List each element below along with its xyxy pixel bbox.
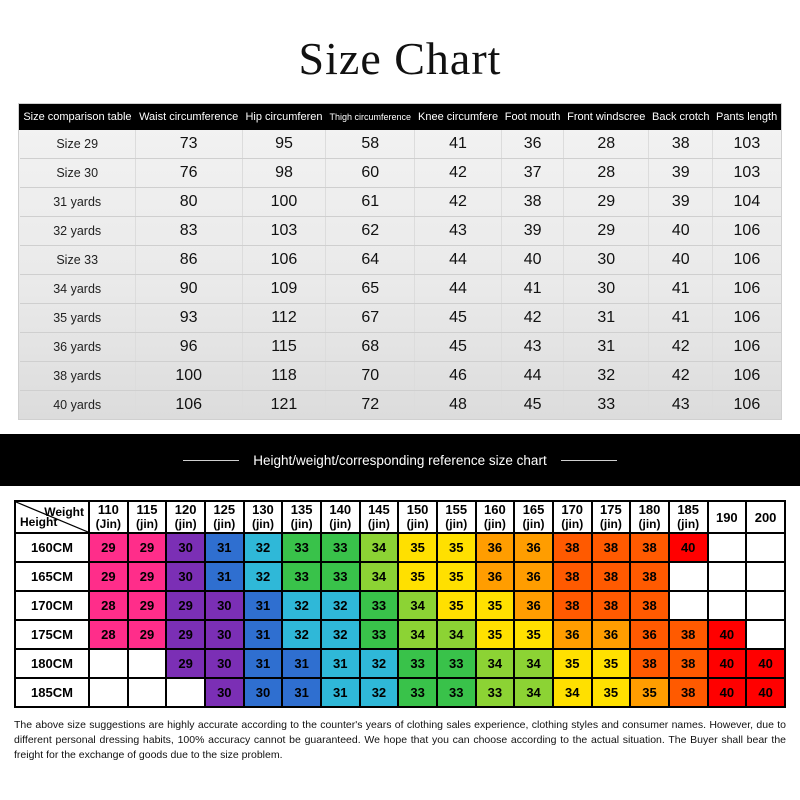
size-value-cell: 28 xyxy=(564,159,649,188)
size-cell xyxy=(669,562,708,591)
weight-unit: (jin) xyxy=(406,517,429,531)
size-cell: 29 xyxy=(128,620,167,649)
size-value-cell: 44 xyxy=(415,275,502,304)
size-cell: 35 xyxy=(398,533,437,562)
size-value-cell: 29 xyxy=(564,217,649,246)
size-table-header-cell: Hip circumferen xyxy=(242,105,326,130)
weight-unit: (jin) xyxy=(677,517,700,531)
weight-header-cell xyxy=(437,501,476,533)
size-cell: 31 xyxy=(321,678,360,707)
size-cell: 40 xyxy=(708,649,747,678)
size-value-cell: 103 xyxy=(242,217,326,246)
weight-value: 130 xyxy=(252,502,274,517)
height-label-cell: 185CM xyxy=(15,678,89,707)
size-cell xyxy=(746,620,785,649)
size-value-cell: 103 xyxy=(713,159,781,188)
grid-body xyxy=(15,533,785,707)
size-cell: 32 xyxy=(244,562,283,591)
size-cell: 35 xyxy=(437,591,476,620)
size-cell: 36 xyxy=(514,591,553,620)
height-label-cell: 170CM xyxy=(15,591,89,620)
size-cell: 31 xyxy=(282,649,321,678)
size-value-cell: 115 xyxy=(242,333,326,362)
size-cell: 30 xyxy=(166,562,205,591)
size-value-cell: 100 xyxy=(242,188,326,217)
table-row xyxy=(20,304,781,333)
weight-value: 160 xyxy=(484,502,506,517)
size-value-cell: 42 xyxy=(415,159,502,188)
weight-header-cell xyxy=(746,501,785,533)
size-cell xyxy=(166,678,205,707)
size-cell: 32 xyxy=(321,591,360,620)
table-row xyxy=(20,130,781,159)
table-row xyxy=(20,333,781,362)
size-cell: 29 xyxy=(166,620,205,649)
size-table-header-cell: Foot mouth xyxy=(502,105,564,130)
weight-header-cell xyxy=(630,501,669,533)
size-cell: 33 xyxy=(282,562,321,591)
size-value-cell: 106 xyxy=(242,246,326,275)
weight-unit: (jin) xyxy=(290,517,313,531)
size-cell: 34 xyxy=(514,678,553,707)
banner-text: Height/weight/corresponding reference size chart xyxy=(253,452,547,468)
size-label-cell: Size 33 xyxy=(20,246,136,275)
weight-value: 190 xyxy=(715,509,738,525)
size-value-cell: 31 xyxy=(564,333,649,362)
size-value-cell: 42 xyxy=(649,333,713,362)
size-table-header-cell: Thigh circumference xyxy=(326,105,415,130)
size-cell: 38 xyxy=(592,533,631,562)
size-cell: 33 xyxy=(360,620,399,649)
size-cell xyxy=(128,649,167,678)
size-cell: 34 xyxy=(398,591,437,620)
size-label-cell: Size 30 xyxy=(20,159,136,188)
weight-axis-label: Weight xyxy=(44,505,84,519)
size-value-cell: 40 xyxy=(649,217,713,246)
size-value-cell: 39 xyxy=(502,217,564,246)
size-cell: 38 xyxy=(553,533,592,562)
size-value-cell: 72 xyxy=(326,391,415,420)
size-cell: 33 xyxy=(437,649,476,678)
weight-value: 175 xyxy=(600,502,622,517)
size-cell xyxy=(708,533,747,562)
size-cell: 36 xyxy=(553,620,592,649)
height-axis-label: Height xyxy=(20,515,58,529)
size-value-cell: 31 xyxy=(564,304,649,333)
size-value-cell: 68 xyxy=(326,333,415,362)
size-cell: 34 xyxy=(437,620,476,649)
size-value-cell: 38 xyxy=(649,130,713,159)
size-table-header-cell: Size comparison table xyxy=(20,105,136,130)
size-value-cell: 48 xyxy=(415,391,502,420)
size-value-cell: 46 xyxy=(415,362,502,391)
size-value-cell: 67 xyxy=(326,304,415,333)
size-value-cell: 43 xyxy=(415,217,502,246)
size-cell: 30 xyxy=(166,533,205,562)
table-row xyxy=(15,678,785,707)
weight-unit: (jin) xyxy=(135,517,158,531)
size-cell: 40 xyxy=(708,678,747,707)
size-value-cell: 33 xyxy=(564,391,649,420)
size-cell: 30 xyxy=(205,591,244,620)
weight-unit: (jin) xyxy=(638,517,661,531)
weight-unit: (jin) xyxy=(174,517,197,531)
size-cell: 28 xyxy=(89,591,128,620)
size-cell: 38 xyxy=(592,591,631,620)
size-cell: 35 xyxy=(592,678,631,707)
weight-value: 165 xyxy=(522,502,545,517)
weight-value: 140 xyxy=(329,502,352,517)
banner-right-rule xyxy=(561,460,617,461)
grid-corner-header xyxy=(15,501,89,533)
size-value-cell: 32 xyxy=(564,362,649,391)
size-value-cell: 30 xyxy=(564,246,649,275)
size-cell: 38 xyxy=(669,620,708,649)
size-cell: 35 xyxy=(437,533,476,562)
weight-unit: (jin) xyxy=(251,517,274,531)
table-row xyxy=(15,591,785,620)
size-value-cell: 38 xyxy=(502,188,564,217)
size-value-cell: 45 xyxy=(415,304,502,333)
size-value-cell: 44 xyxy=(502,362,564,391)
table-row xyxy=(20,246,781,275)
size-cell: 28 xyxy=(89,620,128,649)
size-value-cell: 70 xyxy=(326,362,415,391)
weight-unit: (jin) xyxy=(522,517,545,531)
size-value-cell: 64 xyxy=(326,246,415,275)
size-cell: 33 xyxy=(476,678,515,707)
size-value-cell: 80 xyxy=(135,188,242,217)
size-value-cell: 44 xyxy=(415,246,502,275)
weight-unit: (jin) xyxy=(213,517,236,531)
size-cell: 36 xyxy=(514,533,553,562)
size-cell: 31 xyxy=(244,591,283,620)
size-label-cell: Size 29 xyxy=(20,130,136,159)
size-value-cell: 95 xyxy=(242,130,326,159)
size-label-cell: 35 yards xyxy=(20,304,136,333)
size-cell: 36 xyxy=(476,533,515,562)
size-value-cell: 45 xyxy=(415,333,502,362)
size-value-cell: 39 xyxy=(649,159,713,188)
size-cell: 33 xyxy=(398,678,437,707)
weight-header-cell xyxy=(321,501,360,533)
size-cell: 38 xyxy=(669,678,708,707)
size-value-cell: 103 xyxy=(713,130,781,159)
size-cell xyxy=(708,562,747,591)
size-cell: 35 xyxy=(437,562,476,591)
height-label-cell: 180CM xyxy=(15,649,89,678)
size-value-cell: 106 xyxy=(733,396,761,413)
size-cell: 31 xyxy=(282,678,321,707)
table-row xyxy=(15,562,785,591)
size-cell: 34 xyxy=(360,533,399,562)
size-value-cell: 104 xyxy=(713,188,781,217)
weight-header-cell xyxy=(708,501,747,533)
table-row xyxy=(20,159,781,188)
size-value-cell: 65 xyxy=(326,275,415,304)
weight-header-cell xyxy=(514,501,553,533)
size-value-cell: 62 xyxy=(326,217,415,246)
size-cell: 35 xyxy=(476,620,515,649)
size-cell xyxy=(89,678,128,707)
table-row xyxy=(20,188,781,217)
size-cell: 35 xyxy=(476,591,515,620)
size-value-cell: 61 xyxy=(326,188,415,217)
table-row xyxy=(15,649,785,678)
size-cell: 38 xyxy=(553,591,592,620)
weight-unit: (jin) xyxy=(561,517,584,531)
size-cell: 36 xyxy=(476,562,515,591)
size-value-cell: 106 xyxy=(135,391,242,420)
size-value-cell: 41 xyxy=(502,275,564,304)
size-label-cell: 32 yards xyxy=(20,217,136,246)
size-value-cell: 106 xyxy=(713,333,781,362)
weight-value: 180 xyxy=(638,502,661,517)
size-value-cell: 96 xyxy=(135,333,242,362)
size-cell: 32 xyxy=(360,678,399,707)
weight-value: 110 xyxy=(97,502,119,517)
size-value-cell: 83 xyxy=(135,217,242,246)
size-cell: 33 xyxy=(398,649,437,678)
weight-value: 125 xyxy=(213,502,236,517)
weight-value: 115 xyxy=(136,502,158,517)
table-row xyxy=(20,275,781,304)
size-cell: 33 xyxy=(360,591,399,620)
size-value-cell: 42 xyxy=(649,362,713,391)
table-row xyxy=(20,217,781,246)
size-value-cell: 29 xyxy=(564,188,649,217)
size-cell: 32 xyxy=(244,533,283,562)
size-value-cell: 98 xyxy=(242,159,326,188)
size-cell: 29 xyxy=(166,591,205,620)
size-value-cell: 37 xyxy=(502,159,564,188)
size-value-cell: 112 xyxy=(242,304,326,333)
size-cell: 34 xyxy=(514,649,553,678)
size-value-cell: 100 xyxy=(135,362,242,391)
size-cell: 30 xyxy=(205,678,244,707)
size-cell: 38 xyxy=(669,649,708,678)
size-cell: 40 xyxy=(746,678,785,707)
size-cell: 38 xyxy=(630,533,669,562)
reference-chart-banner xyxy=(0,434,800,486)
weight-value: 155 xyxy=(445,502,468,517)
size-cell: 32 xyxy=(282,620,321,649)
size-cell: 38 xyxy=(592,562,631,591)
size-cell: 32 xyxy=(321,620,360,649)
weight-value: 145 xyxy=(368,502,390,517)
size-value-cell: 93 xyxy=(135,304,242,333)
weight-value: 185 xyxy=(677,502,700,517)
size-value-cell: 45 xyxy=(502,391,564,420)
size-cell: 34 xyxy=(398,620,437,649)
size-value-cell: 106 xyxy=(713,304,781,333)
size-cell: 38 xyxy=(630,591,669,620)
size-value-cell: 106 xyxy=(713,246,781,275)
table-row xyxy=(15,533,785,562)
size-cell: 31 xyxy=(321,649,360,678)
size-value-cell: 43 xyxy=(649,391,713,420)
size-cell: 29 xyxy=(166,649,205,678)
weight-header-cell xyxy=(282,501,321,533)
size-value-cell: 42 xyxy=(502,304,564,333)
weight-header-cell xyxy=(553,501,592,533)
size-value-cell: 106 xyxy=(713,362,781,391)
size-cell: 31 xyxy=(244,649,283,678)
size-cell: 29 xyxy=(128,562,167,591)
weight-header-cell xyxy=(398,501,437,533)
size-cell xyxy=(89,649,128,678)
weight-unit: (jin) xyxy=(329,517,352,531)
size-cell: 40 xyxy=(669,533,708,562)
size-cell: 29 xyxy=(89,533,128,562)
size-value-cell: 41 xyxy=(415,130,502,159)
size-cell: 31 xyxy=(205,562,244,591)
height-weight-grid xyxy=(14,500,786,708)
height-label-cell: 175CM xyxy=(15,620,89,649)
size-cell: 32 xyxy=(360,649,399,678)
size-value-cell: 40 xyxy=(502,246,564,275)
size-cell: 35 xyxy=(592,649,631,678)
size-cell: 30 xyxy=(205,620,244,649)
size-cell: 34 xyxy=(360,562,399,591)
size-cell: 35 xyxy=(398,562,437,591)
size-cell: 40 xyxy=(746,649,785,678)
size-table-body xyxy=(20,130,781,420)
size-table-header-cell: Front windscree xyxy=(564,105,649,130)
weight-header-cell xyxy=(166,501,205,533)
size-cell: 34 xyxy=(476,649,515,678)
weight-header-cell xyxy=(244,501,283,533)
size-value-cell: 43 xyxy=(502,333,564,362)
weight-header-cell xyxy=(592,501,631,533)
size-table-header-cell: Waist circumference xyxy=(135,105,242,130)
banner-left-rule xyxy=(183,460,239,461)
size-cell: 36 xyxy=(630,620,669,649)
height-weight-grid-container xyxy=(14,500,786,708)
size-value-cell: 36 xyxy=(502,130,564,159)
size-value-cell: 60 xyxy=(326,159,415,188)
size-value-cell: 106 xyxy=(713,275,781,304)
size-cell xyxy=(746,562,785,591)
size-value-cell: 121 xyxy=(242,391,326,420)
weight-unit: (jin) xyxy=(445,517,468,531)
weight-value: 170 xyxy=(561,502,584,517)
size-value-cell: 76 xyxy=(135,159,242,188)
size-cell: 30 xyxy=(244,678,283,707)
size-cell: 40 xyxy=(708,620,747,649)
weight-header-cell xyxy=(89,501,128,533)
weight-unit: (jin) xyxy=(599,517,622,531)
size-cell: 29 xyxy=(128,591,167,620)
size-cell: 38 xyxy=(630,649,669,678)
size-label-cell: 36 yards xyxy=(20,333,136,362)
size-cell: 35 xyxy=(630,678,669,707)
height-label-cell: 165CM xyxy=(15,562,89,591)
size-cell: 30 xyxy=(205,649,244,678)
size-cell: 33 xyxy=(321,562,360,591)
size-value-cell: 42 xyxy=(415,188,502,217)
size-cell xyxy=(669,591,708,620)
weight-value: 200 xyxy=(754,509,777,525)
size-value-cell: 90 xyxy=(135,275,242,304)
weight-header-cell xyxy=(205,501,244,533)
table-row xyxy=(15,620,785,649)
disclaimer-note: The above size suggestions are highly accurate according to the counter's years of clothing sales experience, clothing styles and consumer names. However, due to different personal dressing habits, 100% accuracy cannot be guaranteed. We hope that you can choose according to the actual situation. The Buyer shall bear the freight for the exchange of goods due to the size problem. xyxy=(14,719,786,761)
size-value-cell: 41 xyxy=(649,275,713,304)
size-cell: 36 xyxy=(514,562,553,591)
size-table-header-row xyxy=(20,105,781,130)
size-table-header-cell: Knee circumfere xyxy=(415,105,502,130)
page-title: Size Chart xyxy=(298,33,502,84)
size-cell xyxy=(708,591,747,620)
size-label-cell: 40 yards xyxy=(20,391,136,420)
size-cell: 38 xyxy=(630,562,669,591)
size-cell xyxy=(746,533,785,562)
weight-header-cell xyxy=(360,501,399,533)
size-cell: 35 xyxy=(514,620,553,649)
size-value-cell: 28 xyxy=(564,130,649,159)
size-value-cell: 39 xyxy=(649,188,713,217)
size-label-cell: 38 yards xyxy=(20,362,136,391)
table-row xyxy=(20,362,781,391)
size-value-cell: 40 xyxy=(649,246,713,275)
size-cell: 29 xyxy=(89,562,128,591)
size-value-cell: 118 xyxy=(242,362,326,391)
size-cell: 34 xyxy=(553,678,592,707)
weight-header-cell xyxy=(669,501,708,533)
size-cell: 33 xyxy=(437,678,476,707)
size-comparison-table-container xyxy=(18,103,782,420)
size-value-cell: 58 xyxy=(326,130,415,159)
size-cell: 33 xyxy=(321,533,360,562)
size-label-cell: 34 yards xyxy=(20,275,136,304)
size-value-cell: 41 xyxy=(649,304,713,333)
size-label-cell: 31 yards xyxy=(20,188,136,217)
weight-unit: (jin) xyxy=(367,517,390,531)
size-cell xyxy=(746,591,785,620)
size-cell: 31 xyxy=(244,620,283,649)
size-cell: 31 xyxy=(205,533,244,562)
weight-value: 120 xyxy=(174,502,197,517)
weight-unit: (jin) xyxy=(483,517,506,531)
size-cell: 36 xyxy=(592,620,631,649)
size-cell: 29 xyxy=(128,533,167,562)
weight-header-cell xyxy=(128,501,167,533)
size-value-cell: 30 xyxy=(564,275,649,304)
grid-header-row xyxy=(15,501,785,533)
weight-value: 150 xyxy=(406,502,429,517)
size-value-cell: 109 xyxy=(242,275,326,304)
size-cell: 33 xyxy=(282,533,321,562)
height-label-cell: 160CM xyxy=(15,533,89,562)
size-table-header-cell: Pants length xyxy=(713,105,781,130)
size-table-header-cell: Back crotch xyxy=(649,105,713,130)
size-value-cell: 73 xyxy=(135,130,242,159)
weight-unit: (Jin) xyxy=(95,517,121,531)
size-cell: 35 xyxy=(553,649,592,678)
size-value-cell: 106 xyxy=(713,217,781,246)
size-cell: 32 xyxy=(282,591,321,620)
size-comparison-table xyxy=(19,104,781,419)
size-cell: 38 xyxy=(553,562,592,591)
weight-value: 135 xyxy=(290,502,313,517)
size-value-cell: 86 xyxy=(135,246,242,275)
size-cell xyxy=(128,678,167,707)
weight-header-cell xyxy=(476,501,515,533)
table-row xyxy=(20,391,781,420)
